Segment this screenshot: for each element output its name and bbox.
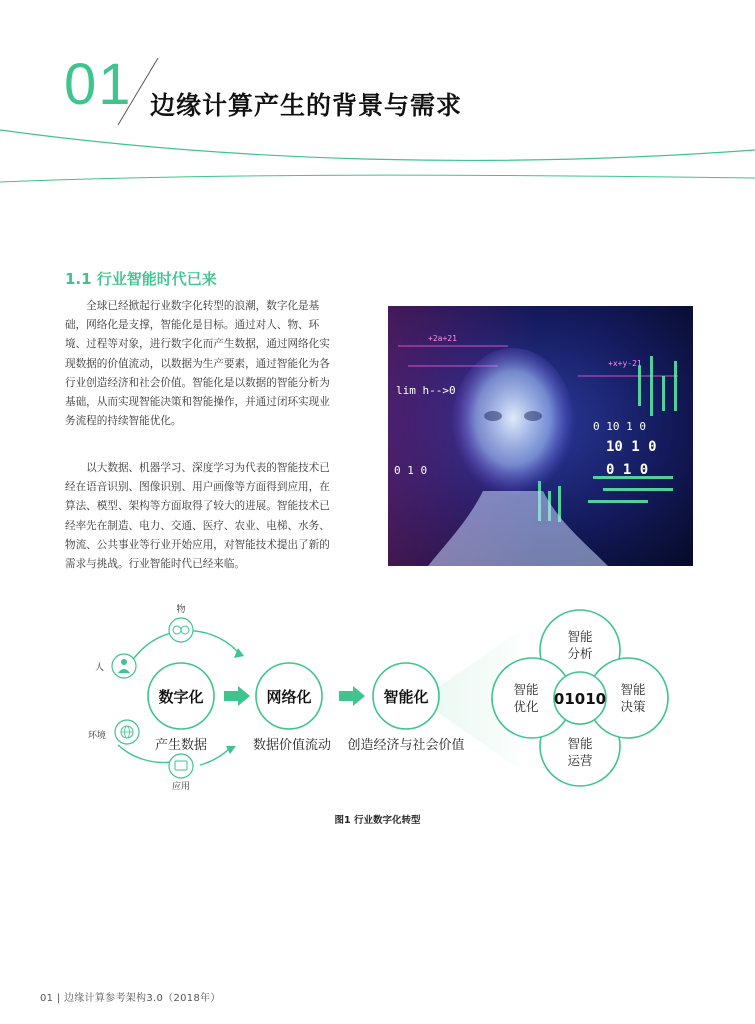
object-icon	[169, 618, 193, 642]
globe-icon	[115, 720, 139, 744]
chapter-number: 01	[64, 52, 133, 117]
paragraph-line: 行业创造经济和社会价值。智能化是以数据的智能分析为	[65, 376, 330, 389]
paragraph-line: 现数据的价值流动，以数据为生产要素，通过智能化为各	[65, 357, 330, 370]
paragraph-line: 础，网络化是支撑，智能化是目标。通过对人、物、环	[65, 319, 320, 332]
petal-right-line: 智能	[620, 682, 646, 697]
petal-bottom-line: 运营	[567, 753, 593, 768]
paragraph-line: 算法、模型、架构等方面取得了较大的进展。智能技术已	[65, 500, 330, 513]
cycle-label-wu: 物	[176, 605, 186, 615]
digital-transformation-diagram	[0, 590, 755, 810]
app-icon	[169, 754, 193, 778]
arrow-icon	[339, 686, 365, 706]
ai-head-image	[388, 306, 693, 566]
image-overlay-text: 0 1 0	[394, 464, 428, 477]
step-caption: 数据价值流动	[252, 738, 332, 753]
paragraph-line: 物流、公共事业等行业开始应用，对智能技术提出了新的	[65, 538, 330, 551]
paragraph-2	[65, 459, 370, 574]
arrow-icon	[224, 686, 250, 706]
paragraph-line: 基础，从而实现智能决策和智能操作，并通过闭环实现业	[65, 396, 330, 409]
image-overlay-text: 0 10 1 0	[593, 420, 646, 433]
image-overlay-text: +x+y-21	[608, 359, 642, 368]
image-overlay-text: 10 1 0	[606, 439, 657, 455]
petal-bottom-line: 智能	[567, 736, 593, 751]
petal-left-line: 智能	[513, 682, 539, 697]
chapter-title: 边缘计算产生的背景与需求	[150, 91, 463, 120]
paragraph-line: 以大数据、机器学习、深度学习为代表的智能技术已	[65, 462, 330, 474]
image-overlay-text: lim h-->0	[396, 384, 456, 397]
paragraph-line: 经在语音识别、图像识别、用户画像等方面得到应用，在	[65, 481, 330, 494]
petal-top-line: 智能	[567, 629, 593, 644]
section-title: 1.1 行业智能时代已来	[65, 270, 217, 288]
cycle-label-ren: 人	[94, 663, 104, 673]
image-overlay-text: 0 1 0	[606, 462, 649, 478]
step-caption: 创造经济与社会价值	[347, 738, 465, 753]
cycle-label-huanjing: 环境	[87, 731, 106, 741]
step-label: 智能化	[383, 688, 429, 706]
petal-right-line: 决策	[620, 699, 646, 714]
center-code: 01010	[553, 690, 607, 708]
paragraph-line: 全球已经掀起行业数字化转型的浪潮，数字化是基	[65, 300, 320, 312]
person-icon	[112, 654, 136, 678]
page-footer: 01 | 边缘计算参考架构3.0（2018年）	[40, 993, 221, 1004]
step-label: 网络化	[266, 688, 312, 706]
paragraph-line: 务流程的持续智能优化。	[65, 415, 182, 428]
petal-top-line: 分析	[567, 646, 593, 661]
paragraph-line: 经率先在制造、电力、交通、医疗、农业、电梯、水务、	[65, 519, 330, 532]
step-label: 数字化	[158, 688, 204, 706]
step-network	[253, 663, 331, 753]
cycle-label-yingyong: 应用	[171, 782, 191, 792]
petal-left-line: 优化	[513, 699, 539, 714]
figure-caption: 图1 行业数字化转型	[334, 815, 421, 826]
paragraph-line: 需求与挑战。行业智能时代已经来临。	[65, 558, 246, 571]
step-digitize	[148, 663, 214, 753]
step-caption: 产生数据	[154, 738, 208, 753]
image-overlay-text: +2a+21	[428, 334, 457, 343]
paragraph-1	[65, 297, 370, 431]
paragraph-line: 境、过程等对象，进行数字化而产生数据，通过网络化实	[65, 338, 330, 351]
